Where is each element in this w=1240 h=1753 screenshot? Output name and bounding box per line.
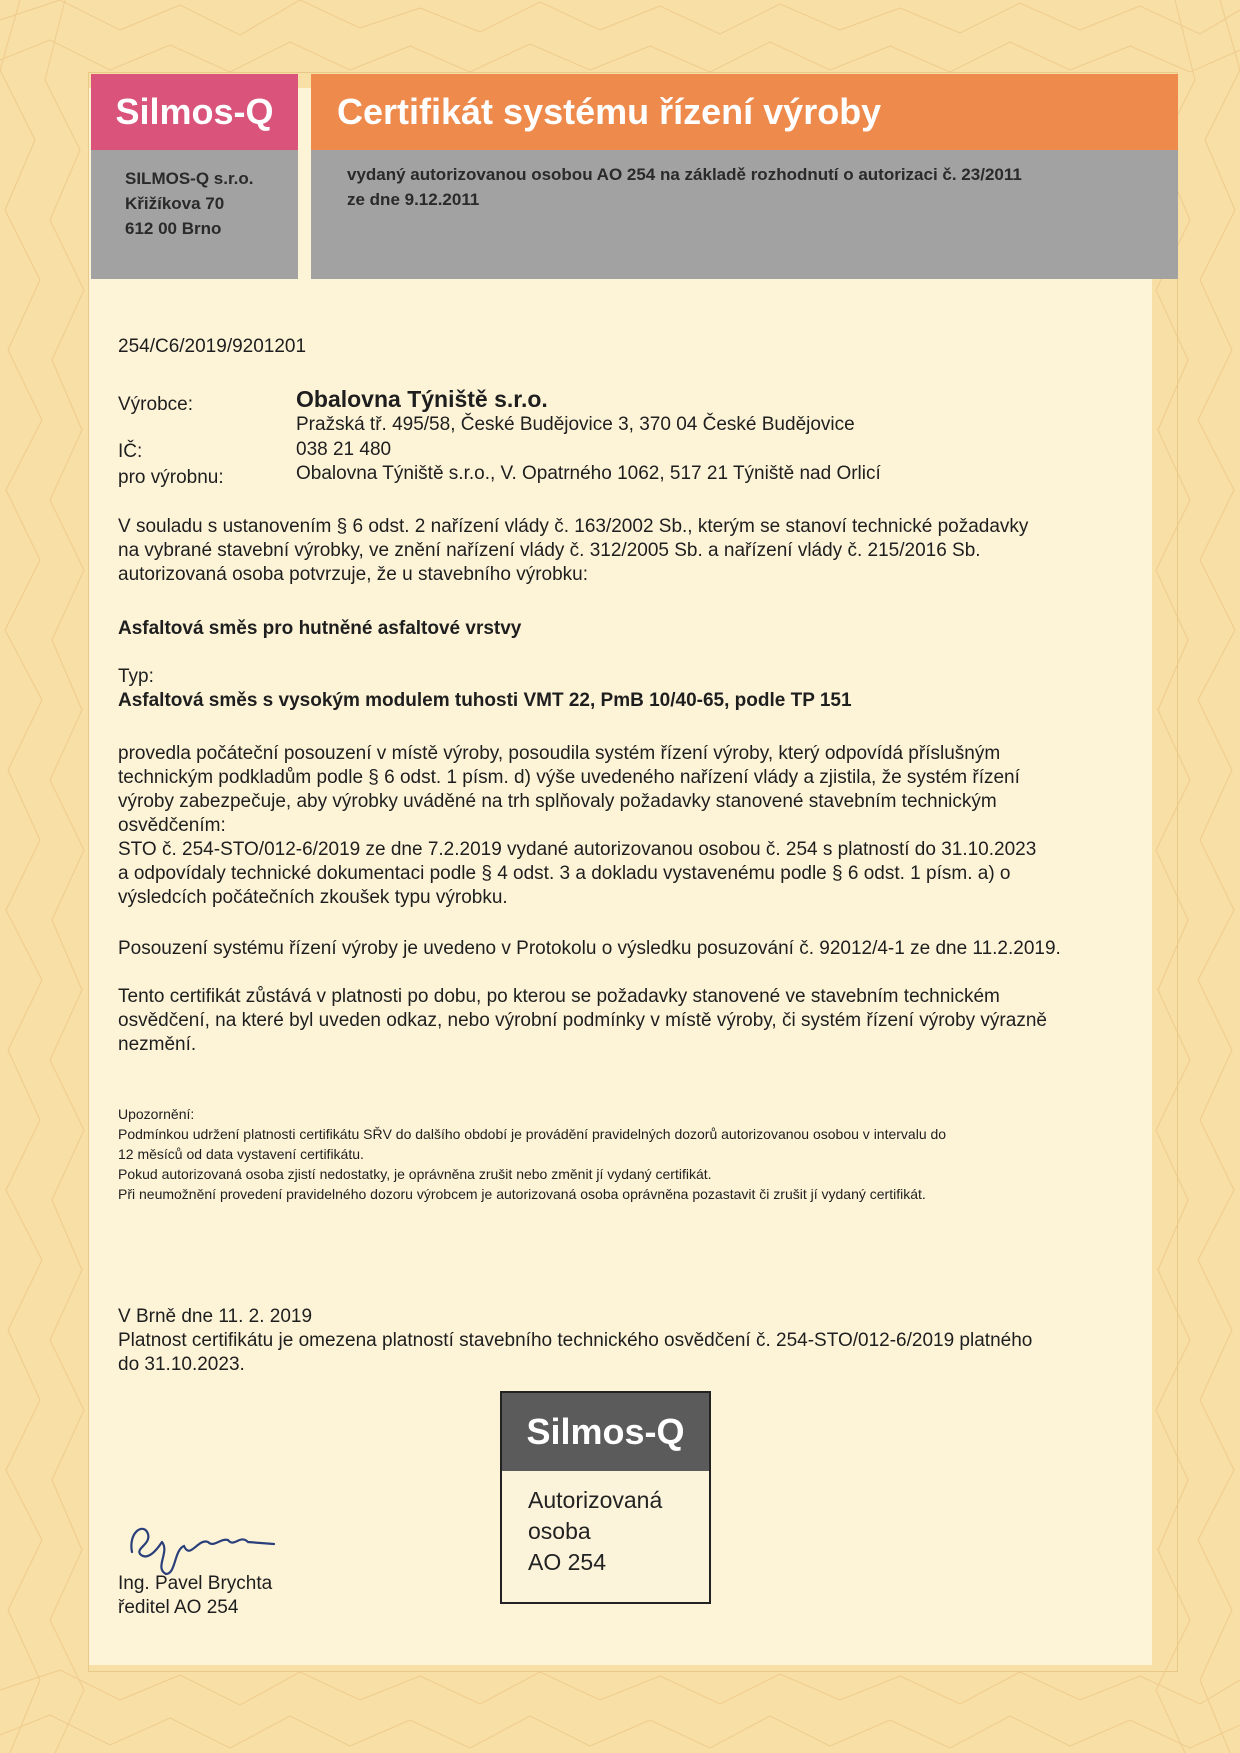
stamp-line: Autorizovaná bbox=[528, 1487, 663, 1513]
body-line: výroby zabezpečuje, aby výrobky uváděné na trh splňovaly požadavky stanovené stavebním technickým bbox=[118, 791, 997, 812]
issued-by-line: vydaný autorizovanou osobou AO 254 na základě rozhodnutí o autorizaci č. 23/2011 bbox=[347, 165, 1022, 184]
issued-by bbox=[311, 150, 1178, 279]
certificate-title: Certifikát systému řízení výroby bbox=[311, 74, 1178, 150]
type-label: Typ: bbox=[118, 666, 154, 687]
certificate-number: 254/C6/2019/9201201 bbox=[118, 336, 307, 357]
notice-line: Pokud autorizovaná osoba zjistí nedostatky, je oprávněna zrušit nebo změnit jí vydaný certifikát. bbox=[118, 1166, 712, 1182]
body-line: provedla počáteční posouzení v místě výroby, posoudila systém řízení výroby, který odpovídá příslušným bbox=[118, 743, 1001, 764]
product-type: Asfaltová směs s vysokým modulem tuhosti VMT 22, PmB 10/40-65, podle TP 151 bbox=[118, 690, 852, 711]
closing-line: do 31.10.2023. bbox=[118, 1354, 245, 1375]
validity-line: Tento certifikát zůstává v platnosti po dobu, po kterou se požadavky stanovené ve stavebním technickém bbox=[118, 986, 1000, 1007]
issuer-name: SILMOS-Q s.r.o. bbox=[125, 169, 254, 188]
issuer-city: 612 00 Brno bbox=[125, 219, 222, 238]
ic-value: 038 21 480 bbox=[296, 439, 392, 460]
manufacturer-label: Výrobce: bbox=[118, 394, 193, 415]
validity-line: nezmění. bbox=[118, 1034, 197, 1055]
validity-line: osvědčení, na které byl uveden odkaz, nebo výrobní podmínky v místě výroby, či systém řízení výroby výrazně bbox=[118, 1010, 1047, 1031]
signatory-name: Ing. Pavel Brychta bbox=[118, 1573, 273, 1594]
body-line: STO č. 254-STO/012-6/2019 ze dne 7.2.2019 vydané autorizovanou osobou č. 254 s platností do 31.10.2023 bbox=[118, 839, 1037, 860]
closing-line: Platnost certifikátu je omezena platností stavebního technického osvědčení č. 254-STO/012-6/2019 platného bbox=[118, 1330, 1033, 1351]
issuer-street: Křižíkova 70 bbox=[125, 194, 225, 213]
issuer-address bbox=[91, 150, 298, 279]
notice-line: Podmínkou udržení platnosti certifikátu SŘV do dalšího období je provádění pravidelných dozorů autorizovanou osobou v intervalu do bbox=[118, 1126, 947, 1142]
notice-line: Při neumožnění provedení pravidelného dozoru výrobcem je autorizovaná osoba oprávněna pozastavit či zrušit jí vydaný certifikát. bbox=[118, 1186, 926, 1202]
stamp-line: osoba bbox=[528, 1518, 591, 1544]
body-line: technickým podkladům podle § 6 odst. 1 písm. d) výše uvedeného nařízení vlády a zjistila, že systém řízení bbox=[118, 767, 1020, 788]
product-name: Asfaltová směs pro hutněné asfaltové vrstvy bbox=[118, 618, 522, 639]
body-line: a odpovídaly technické dokumentaci podle § 4 odst. 3 a dokladu vystavenému podle § 6 odst. 1 písm. a) o bbox=[118, 863, 1011, 884]
stamp-logo: Silmos-Q bbox=[502, 1393, 709, 1471]
notice-title: Upozornění: bbox=[118, 1106, 195, 1122]
body-line: výsledcích počátečních zkoušek typu výrobku. bbox=[118, 887, 508, 908]
intro-line: V souladu s ustanovením § 6 odst. 2 nařízení vlády č. 163/2002 Sb., kterým se stanoví technické požadavky bbox=[118, 516, 1029, 537]
plant-value: Obalovna Týniště s.r.o., V. Opatrného 1062, 517 21 Týniště nad Orlicí bbox=[296, 463, 881, 484]
manufacturer-name: Obalovna Týniště s.r.o. bbox=[296, 386, 548, 412]
place-date: V Brně dne 11. 2. 2019 bbox=[118, 1306, 313, 1327]
notice-line: 12 měsíců od data vystavení certifikátu. bbox=[118, 1146, 364, 1162]
intro-line: na vybrané stavební výrobky, ve znění nařízení vlády č. 312/2005 Sb. a nařízení vlády č. 215/2016 Sb. bbox=[118, 540, 981, 561]
intro-line: autorizovaná osoba potvrzuje, že u stavebního výrobku: bbox=[118, 564, 589, 585]
authorized-person-stamp bbox=[500, 1391, 711, 1604]
issued-by-date: ze dne 9.12.2011 bbox=[347, 190, 480, 209]
body-line: osvědčením: bbox=[118, 815, 226, 836]
header-logo: Silmos-Q bbox=[91, 74, 298, 150]
plant-label: pro výrobnu: bbox=[118, 467, 224, 488]
manufacturer-address: Pražská tř. 495/58, České Budějovice 3, 370 04 České Budějovice bbox=[296, 414, 855, 435]
stamp-line: AO 254 bbox=[528, 1549, 606, 1575]
ic-label: IČ: bbox=[118, 441, 143, 462]
protocol-text: Posouzení systému řízení výroby je uvedeno v Protokolu o výsledku posuzování č. 92012/4-1 ze dne 11.2.2019. bbox=[118, 938, 1061, 959]
signatory-role: ředitel AO 254 bbox=[118, 1597, 239, 1618]
signature bbox=[124, 1508, 284, 1578]
